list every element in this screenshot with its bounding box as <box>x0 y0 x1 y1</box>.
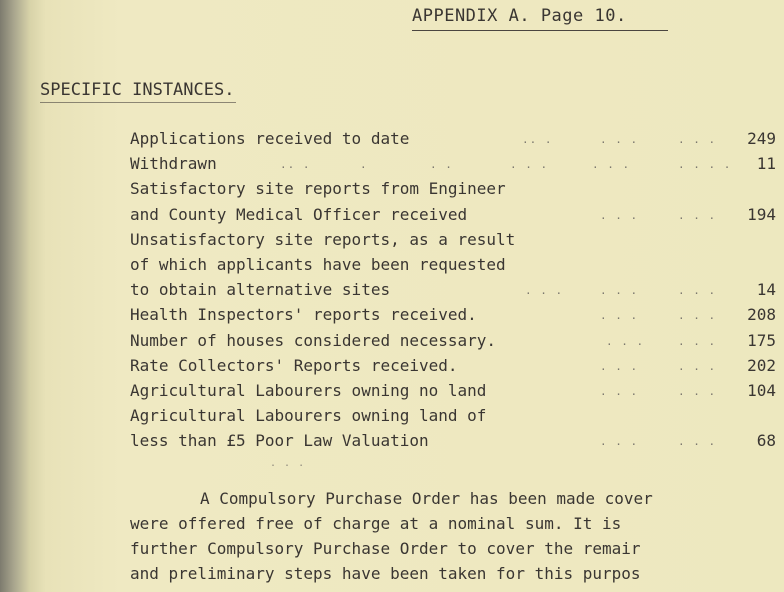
paragraph-line: further Compulsory Purchase Order to cover the remair <box>130 539 641 558</box>
paragraph-line: were offered free of charge at a nominal sum. It is <box>130 514 622 533</box>
item-value: 202 <box>747 355 776 375</box>
item-value: 14 <box>756 280 776 300</box>
item-label: to obtain alternative sites <box>130 280 391 300</box>
list-item: Applications received to date .. . . . . . . . 249 <box>130 129 776 148</box>
item-value: 68 <box>756 431 776 451</box>
item-value: 175 <box>747 330 776 350</box>
list-item <box>130 256 784 281</box>
item-value: 208 <box>747 305 776 325</box>
list-item: less than £5 Poor Law Valuation . . . . . . 68 <box>130 431 776 451</box>
section-underline <box>40 102 236 103</box>
body-paragraph <box>130 486 784 586</box>
item-label: Health Inspectors' reports received. <box>130 305 477 325</box>
list-item: Agricultural Labourers owning no land . . . . . . 104 <box>130 380 776 400</box>
list-item: to obtain alternative sites . . . . . . . . . 14 <box>130 280 776 300</box>
item-label: of which applicants have been requested <box>130 254 506 274</box>
list-item: Number of houses considered necessary. . . . . . . 175 <box>130 330 776 350</box>
item-label: less than £5 Poor Law Valuation <box>130 431 429 451</box>
list-item: and County Medical Officer received . . . . . . 194 <box>130 204 776 224</box>
item-label: and County Medical Officer received <box>130 204 468 224</box>
list-item <box>130 407 784 432</box>
paragraph-line: and preliminary steps have been taken for this purpos <box>130 564 641 583</box>
list-item: Withdrawn .. . . . . . . . . . . . . . . 11 <box>130 154 776 174</box>
item-label: Agricultural Labourers owning no land <box>130 380 487 400</box>
paragraph-line: A Compulsory Purchase Order has been made cover <box>200 489 653 508</box>
list-item: Rate Collectors' Reports received. . . . . . . 202 <box>130 355 776 375</box>
item-label: Agricultural Labourers owning land of <box>130 406 487 426</box>
item-value: 104 <box>747 380 776 400</box>
header-underline <box>412 30 668 31</box>
item-label: Rate Collectors' Reports received. <box>130 355 458 375</box>
item-label: Number of houses considered necessary. <box>130 330 497 350</box>
item-label: Unsatisfactory site reports, as a result <box>130 229 516 249</box>
item-value: 194 <box>747 204 776 224</box>
instances-list <box>130 130 784 457</box>
item-label: Withdrawn <box>130 154 217 174</box>
list-item: Health Inspectors' reports received. . . . . . . 208 <box>130 305 776 325</box>
item-value: 249 <box>747 129 776 148</box>
item-label: Satisfactory site reports from Engineer <box>130 179 506 199</box>
item-value: 11 <box>756 154 776 174</box>
list-item <box>130 231 784 256</box>
page-header: APPENDIX A. Page 10. <box>412 6 627 26</box>
section-title: SPECIFIC INSTANCES. <box>40 80 235 100</box>
separator-dots: . . . <box>270 458 306 469</box>
item-label: Applications received to date <box>130 129 410 148</box>
list-item <box>130 180 784 205</box>
